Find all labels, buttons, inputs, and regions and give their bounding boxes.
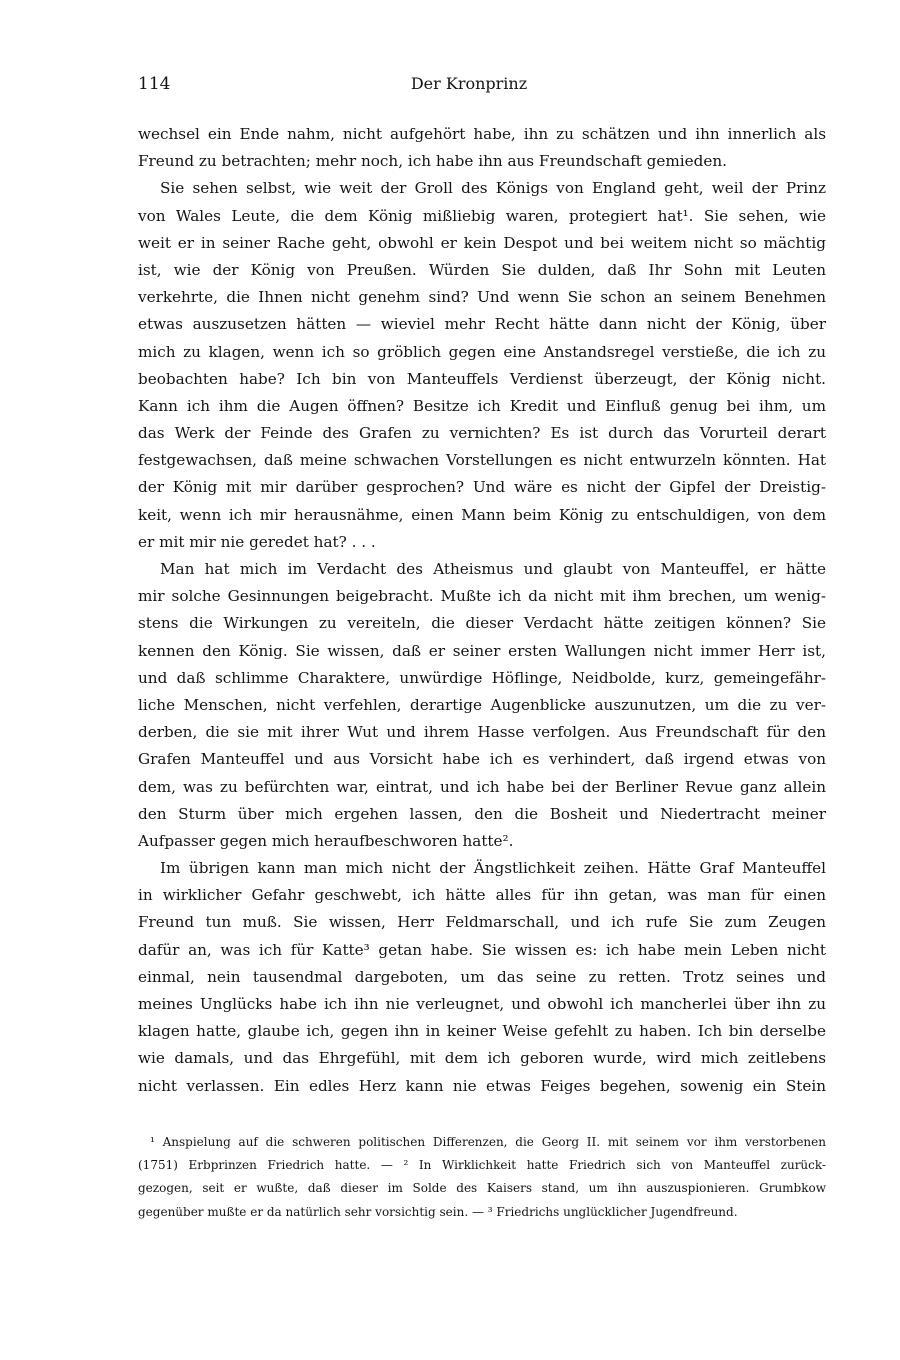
text-line: dafür an, was ich für Katte³ getan habe. Sie wissen es: ich habe mein Leben nicht xyxy=(138,940,826,959)
text-line: und daß schlimme Charaktere, unwürdige Höflinge, Neidbolde, kurz, gemeingefähr- xyxy=(138,668,826,687)
text-line: etwas auszusetzen hätten — wieviel mehr Recht hätte dann nicht der König, über xyxy=(138,315,826,334)
text-line: den Sturm über mich ergehen lassen, den die Bosheit und Niedertracht meiner xyxy=(138,804,826,823)
text-line: dem, was zu befürchten war, eintrat, und ich habe bei der Berliner Revue ganz allein xyxy=(138,777,826,796)
footnote-line: gegenüber mußte er da natürlich sehr vorsichtig sein. — ³ Friedrichs unglücklicher Jugendfreund. xyxy=(138,1204,738,1219)
text-line: kennen den König. Sie wissen, daß er seiner ersten Wallungen nicht immer Herr ist, xyxy=(138,641,826,660)
running-title: Der Kronprinz xyxy=(410,74,528,93)
text-line: Sie sehen selbst, wie weit der Groll des Königs von England geht, weil der Prinz xyxy=(160,179,826,198)
footnote-line: ¹ Anspielung auf die schweren politischen Differenzen, die Georg II. mit seinem vor ihm verstorbenen xyxy=(150,1135,826,1149)
text-line: Grafen Manteuffel und aus Vorsicht habe ich es verhindert, daß irgend etwas von xyxy=(138,750,826,769)
body-text xyxy=(138,121,826,1100)
text-line: mir solche Gesinnungen beigebracht. Mußte ich da nicht mit ihm brechen, um wenig- xyxy=(138,587,826,606)
text-line: klagen hatte, glaube ich, gegen ihn in keiner Weise gefehlt zu haben. Ich bin derselbe xyxy=(138,1022,826,1041)
text-line: Im übrigen kann man mich nicht der Ängstlichkeit zeihen. Hätte Graf Manteuffel xyxy=(160,859,826,878)
text-line: meines Unglücks habe ich ihn nie verleugnet, und obwohl ich mancherlei über ihn zu xyxy=(138,995,826,1013)
text-line: Man hat mich im Verdacht des Atheismus und glaubt von Manteuffel, er hätte xyxy=(160,560,826,578)
text-line: wie damals, und das Ehrgefühl, mit dem ich geboren wurde, wird mich zeitlebens xyxy=(138,1049,826,1068)
text-line: er mit mir nie geredet hat? . . . xyxy=(138,532,376,551)
page-header xyxy=(138,70,800,100)
text-line: beobachten habe? Ich bin von Manteuffels Verdienst überzeugt, der König nicht. xyxy=(138,369,826,388)
text-line: liche Menschen, nicht verfehlen, derartige Augenblicke auszunutzen, um die zu ver- xyxy=(138,695,826,714)
text-line: derben, die sie mit ihrer Wut und ihrem Hasse verfolgen. Aus Freundschaft für den xyxy=(138,723,826,742)
text-line: Freund tun muß. Sie wissen, Herr Feldmarschall, und ich rufe Sie zum Zeugen xyxy=(138,913,826,932)
page-number: 114 xyxy=(138,74,171,94)
text-line: mich zu klagen, wenn ich so gröblich gegen eine Anstandsregel verstieße, die ich zu xyxy=(138,342,826,361)
footnote-line: (1751) Erbprinzen Friedrich hatte. — ² In Wirklichkeit hatte Friedrich sich von Manteuffel zurück- xyxy=(138,1158,826,1173)
text-line: verkehrte, die Ihnen nicht genehm sind? Und wenn Sie schon an seinem Benehmen xyxy=(138,288,826,307)
text-line: einmal, nein tausendmal dargeboten, um das seine zu retten. Trotz seines und xyxy=(138,967,826,986)
text-line: nicht verlassen. Ein edles Herz kann nie etwas Feiges begehen, sowenig ein Stein xyxy=(138,1076,826,1095)
text-line: festgewachsen, daß meine schwachen Vorstellungen es nicht entwurzeln könnten. Hat xyxy=(138,451,826,470)
text-line: der König mit mir darüber gesprochen? Und wäre es nicht der Gipfel der Dreistig- xyxy=(138,478,826,497)
text-line: von Wales Leute, die dem König mißliebig waren, protegiert hat¹. Sie sehen, wie xyxy=(138,206,826,225)
text-line: wechsel ein Ende nahm, nicht aufgehört habe, ihn zu schätzen und ihn innerlich als xyxy=(138,125,826,143)
text-line: in wirklicher Gefahr geschwebt, ich hätte alles für ihn getan, was man für einen xyxy=(138,886,826,905)
text-line: ist, wie der König von Preußen. Würden Sie dulden, daß Ihr Sohn mit Leuten xyxy=(138,260,826,279)
footnotes xyxy=(138,1131,826,1224)
text-line: weit er in seiner Rache geht, obwohl er kein Despot und bei weitem nicht so mächtig xyxy=(138,233,826,252)
text-line: Aufpasser gegen mich heraufbeschworen hatte². xyxy=(138,831,514,850)
footnote-line: gezogen, seit er wußte, daß dieser im Solde des Kaisers stand, um ihn auszuspionieren. Grumbkow xyxy=(138,1181,826,1196)
text-line: das Werk der Feinde des Grafen zu vernichten? Es ist durch das Vorurteil derart xyxy=(138,424,826,443)
text-line: stens die Wirkungen zu vereiteln, die dieser Verdacht hätte zeitigen können? Sie xyxy=(138,614,826,633)
text-line: Kann ich ihm die Augen öffnen? Besitze ich Kredit und Einfluß genug bei ihm, um xyxy=(138,396,826,415)
text-line: keit, wenn ich mir herausnähme, einen Mann beim König zu entschuldigen, von dem xyxy=(138,505,826,524)
text-line: Freund zu betrachten; mehr noch, ich habe ihn aus Freundschaft gemieden. xyxy=(138,152,727,171)
